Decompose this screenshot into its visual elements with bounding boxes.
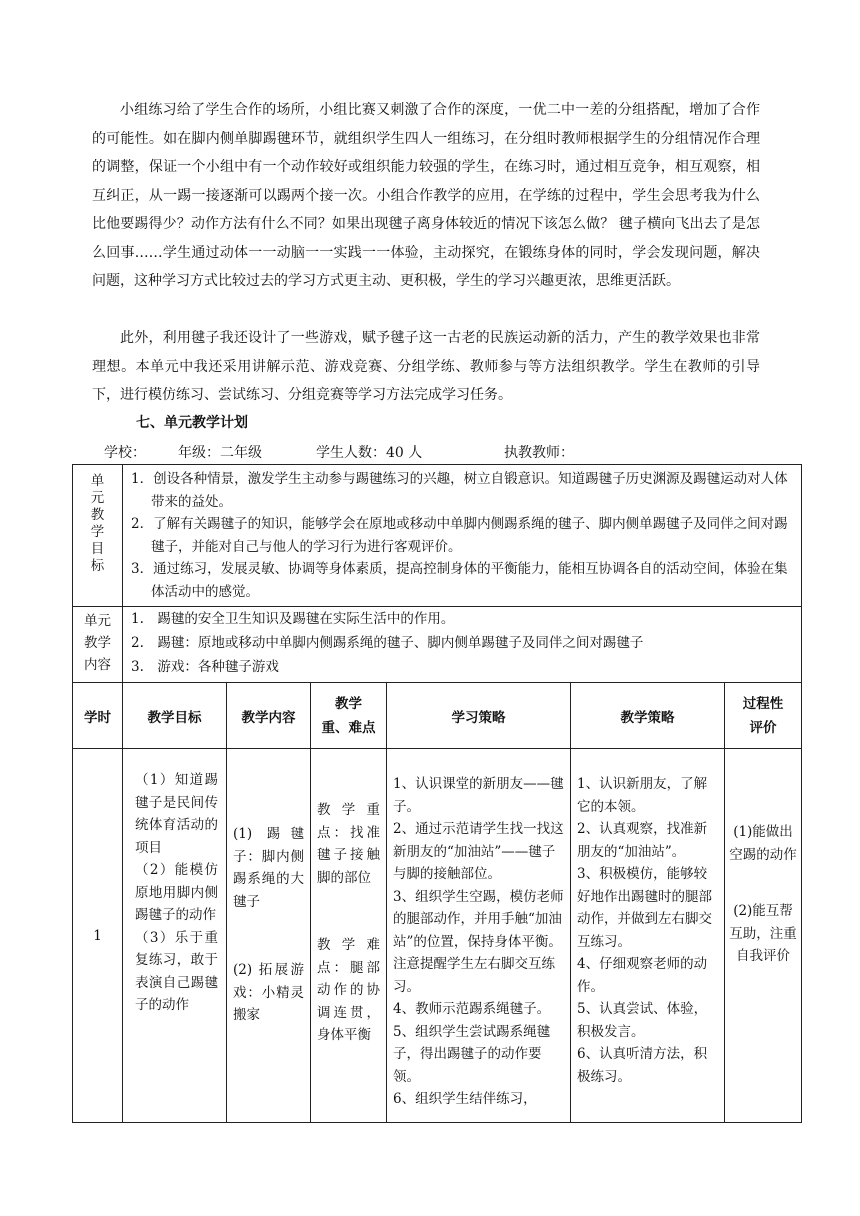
learn-step: 2、通过示范请学生找一找这新朋友的“加油站”——毽子与脚的接触部位。 xyxy=(393,821,564,882)
unit-goals-row xyxy=(73,465,802,607)
grade-label: 年级：二年级 xyxy=(178,445,262,461)
lesson-content-item: (1) 踢毽子：脚内侧踢系绳的大毽子 xyxy=(233,826,304,910)
header-hour: 学时 xyxy=(73,683,123,749)
lesson-goals xyxy=(123,749,227,1123)
students-label: 学生人数：40 人 xyxy=(316,445,423,461)
header-eval-line1: 过程性 xyxy=(742,695,784,712)
lesson-goal-item: （2）能模仿原地用脚内侧踢毽子的动作 xyxy=(135,862,218,923)
unit-goals-label-char: 标 xyxy=(90,558,105,574)
eval-item: (1)能做出空踢的动作 xyxy=(729,824,797,863)
teach-step: 3、积极模仿，能够较好地作出踢毽时的腿部动作，并做到左右脚交互练习。 xyxy=(577,866,712,950)
school-label: 学校： xyxy=(104,445,146,461)
learn-step: 1、认识课堂的新朋友——毽子。 xyxy=(393,776,564,815)
unit-content-row xyxy=(73,607,802,683)
teach-step: 2、认真观察，找准新朋友的“加油站”。 xyxy=(577,821,708,860)
unit-content-label xyxy=(73,607,123,683)
lesson-key-points xyxy=(311,749,387,1123)
learn-step: 3、组织学生空踢，模仿老师的腿部动作，并用手触“加油站”的位置，保持身体平衡。注意提醒学生左右脚交互练习。 xyxy=(393,888,564,995)
lesson-eval xyxy=(725,749,802,1123)
lesson-contents xyxy=(227,749,311,1123)
unit-goal-item: 3．通过练习，发展灵敏、协调等身体素质，提高控制身体的平衡能力，能相互协调各自的活动空间，体验在集体活动中的感觉。 xyxy=(131,561,788,600)
unit-content-item: 3. 游戏：各种毽子游戏 xyxy=(131,659,279,675)
header-key xyxy=(311,683,387,749)
lesson-teach-strategy xyxy=(571,749,725,1123)
lesson-row xyxy=(73,749,802,1123)
unit-plan-table xyxy=(72,464,802,1123)
unit-content-item: 2. 踢毽：原地或移动中单脚内侧踢系绳的毽子、脚内侧单踢毽子及同伴之间对踢毽子 xyxy=(131,635,644,651)
learn-step: 6、组织学生结伴练习， xyxy=(393,1091,537,1107)
header-goal: 教学目标 xyxy=(123,683,227,749)
header-row xyxy=(73,683,802,749)
section-title: 七、单元教学计划 xyxy=(136,415,248,431)
unit-goals-label xyxy=(73,465,123,607)
unit-goals-label-char: 单 xyxy=(90,473,105,489)
unit-content-item: 1. 踢毽的安全卫生知识及踢毽在实际生活中的作用。 xyxy=(131,611,455,627)
unit-goal-item: 2．了解有关踢毽子的知识，能够学会在原地或移动中单脚内侧踢系绳的毽子、脚内侧单踢毽子及同伴之间对踢毽子，并能对自己与他人的学习行为进行客观评价。 xyxy=(131,516,788,555)
unit-goals-content xyxy=(123,465,802,607)
lesson-goal-item: （3）乐于重复练习，敢于表演自己踢毽子的动作 xyxy=(135,929,218,1013)
header-teach: 教学策略 xyxy=(571,683,725,749)
header-learn: 学习策略 xyxy=(387,683,571,749)
unit-goals-label-char: 教 xyxy=(90,507,105,523)
lesson-difficult-point: 教学难点：腿部动作的协调连贯，身体平衡 xyxy=(317,937,380,1043)
teach-step: 5、认真尝试、体验，积极发言。 xyxy=(577,1001,708,1040)
unit-goal-item: 1．创设各种情景，激发学生主动参与踢毽练习的兴趣，树立自锻意识。知道踢毽子历史渊源及踢毽运动对人体带来的益处。 xyxy=(131,471,788,510)
paragraph-2: 此外，利用毽子我还设计了一些游戏，赋予毽子这一古老的民族运动新的活力，产生的教学效果也非常理想。本单元中我还采用讲解示范、游戏竞赛、分组学练、教师参与等方法组织教学。学生在教师的引导下，进行模仿练习、尝试练习、分组竞赛等学习方法完成学习任务。 xyxy=(92,330,760,403)
teach-step: 6、认真听清方法，积极练习。 xyxy=(577,1046,708,1085)
unit-goals-label-char: 学 xyxy=(90,524,105,540)
teach-step: 1、认识新朋友，了解它的本领。 xyxy=(577,776,708,815)
unit-goals-label-char: 元 xyxy=(90,490,105,506)
learn-step: 4、教师示范踢系绳毽子。 xyxy=(393,1001,551,1017)
unit-content-label-line: 单元 xyxy=(84,613,111,629)
unit-content-content xyxy=(123,607,802,683)
header-key-line1: 教学 xyxy=(335,695,362,712)
header-key-line2: 重、难点 xyxy=(321,719,376,736)
paragraph-1: 小组练习给了学生合作的场所，小组比赛又刺激了合作的深度，一优二中一差的分组搭配，增加了合作的可能性。如在脚内侧单脚踢毽环节，就组织学生四人一组练习，在分组时教师根据学生的分组情况作合理的调整，保证一个小组中有一个动作较好或组织能力较强的学生，在练习时，通过相互竞争，相互观察，相互纠正，从一踢一接逐渐可以踢两个接一次。小组合作教学的应用，在学练的过程中，学生会思考我为什么比他要踢得少？动作方法有什么不同？如果出现毽子离身体较近的情况下该怎么做？ 毽子横向飞出去了是怎么回事……学生通过动体一一动脑一一实践一一体验，主动探究，在锻练身体的同时，学会发现问题，解决问题，这种学习方式比较过去的学习方式更主动、更积极，学生的学习兴趣更浓，思维更活跃。 xyxy=(92,102,760,289)
header-content: 教学内容 xyxy=(227,683,311,749)
header-eval-line2: 评价 xyxy=(749,719,777,736)
lesson-learn-strategy xyxy=(387,749,571,1123)
lesson-goal-item: （1）知道踢毽子是民间传统体育活动的项目 xyxy=(135,772,218,856)
teacher-label: 执教教师： xyxy=(504,445,574,461)
lesson-content-item: (2) 拓展游戏：小精灵搬家 xyxy=(233,962,304,1023)
lesson-hour: 1 xyxy=(73,749,123,1123)
unit-content-label-line: 教学 xyxy=(84,635,111,651)
learn-step: 5、组织学生尝试踢系绳毽子，得出踢毽子的动作要领。 xyxy=(393,1023,551,1085)
eval-item: (2)能互帮互助，注重自我评价 xyxy=(729,903,797,964)
lesson-key-point: 教学重点：找准毽子接触脚的部位 xyxy=(317,802,380,886)
teach-step: 4、仔细观察老师的动作。 xyxy=(577,956,708,995)
unit-goals-label-char: 目 xyxy=(90,541,105,557)
header-eval xyxy=(725,683,802,749)
unit-content-label-line: 内容 xyxy=(84,657,111,673)
